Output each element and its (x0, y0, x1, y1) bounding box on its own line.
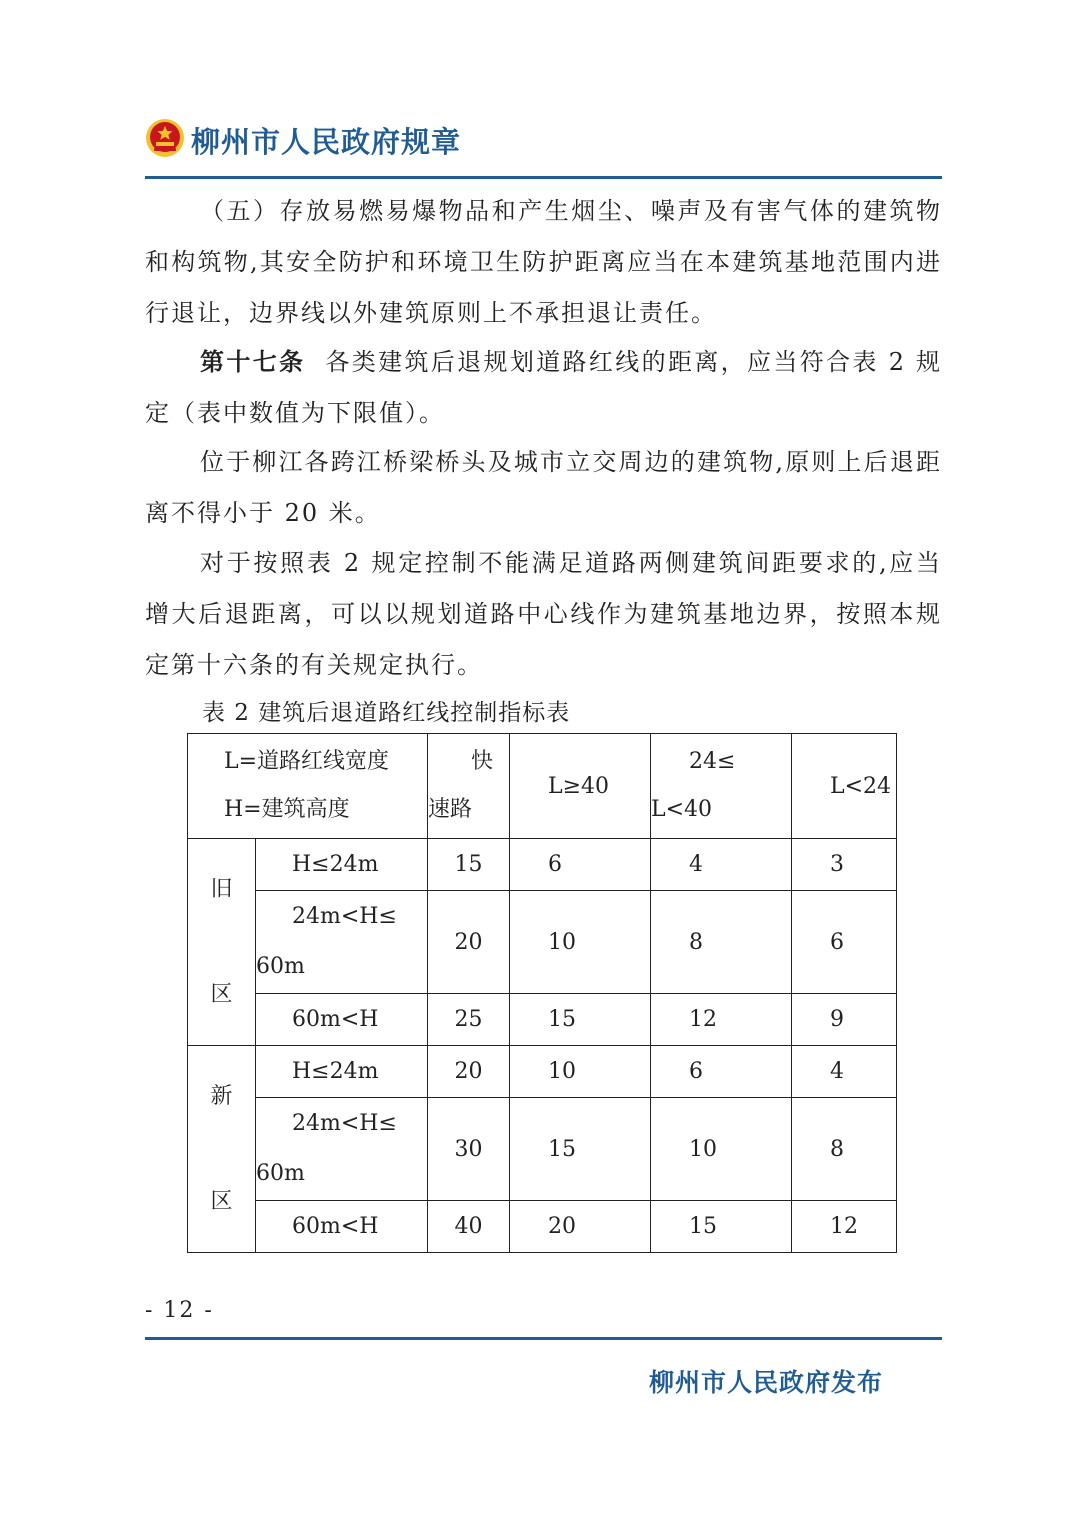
value-ge40: 15 (510, 1098, 651, 1201)
value-mid: 8 (651, 891, 792, 994)
legend-cell (188, 734, 428, 839)
zone-old-char2: 区 (210, 981, 233, 1007)
legend-road-width: L=道路红线宽度 (224, 749, 390, 774)
paragraph-bridge: 位于柳江各跨江桥梁桥头及城市立交周边的建筑物,原则上后退距离不得小于 20 米。 (145, 448, 942, 527)
col-mid-line1: 24≤ (689, 749, 736, 774)
value-express: 25 (428, 994, 510, 1046)
article-17 (145, 337, 942, 439)
height-range-line1: 24m<H≤ (292, 904, 397, 929)
col-express (428, 734, 510, 839)
value-mid: 15 (651, 1201, 792, 1253)
zone-new-char1: 新 (210, 1083, 233, 1109)
value-lt24: 6 (792, 891, 897, 994)
value-express: 40 (428, 1201, 510, 1253)
value-mid: 4 (651, 839, 792, 891)
table-row (188, 1046, 897, 1098)
paragraph-spacing: 对于按照表 2 规定控制不能满足道路两侧建筑间距要求的,应当增大后退距离，可以以规划道路中心线作为建筑基地边界，按照本规定第十六条的有关规定执行。 (145, 549, 942, 679)
header-rule (145, 176, 942, 179)
height-range (256, 891, 428, 994)
col-ge40: L≥40 (510, 734, 651, 839)
value-express: 30 (428, 1098, 510, 1201)
legend-building-height: H=建筑高度 (224, 797, 350, 822)
height-range-line2: 60m (256, 1161, 305, 1186)
article-text: 各类建筑后退规划道路红线的距离，应当符合表 2 规定（表中数值为下限值）。 (145, 348, 943, 427)
height-range: H≤24m (256, 839, 428, 891)
table-row (188, 1201, 897, 1253)
col-mid (651, 734, 792, 839)
page-header (145, 118, 942, 174)
value-lt24: 12 (792, 1201, 897, 1253)
height-range-line2: 60m (256, 954, 305, 979)
height-range (256, 1098, 428, 1201)
table-row (188, 891, 897, 994)
table-row (188, 994, 897, 1046)
zone-old (188, 839, 256, 1046)
zone-new (188, 1046, 256, 1253)
header-title: 柳州市人民政府规章 (191, 125, 462, 159)
zone-new-char2: 区 (210, 1188, 233, 1214)
value-lt24: 4 (792, 1046, 897, 1098)
value-mid: 12 (651, 994, 792, 1046)
value-ge40: 20 (510, 1201, 651, 1253)
value-lt24: 3 (792, 839, 897, 891)
value-lt24: 8 (792, 1098, 897, 1201)
value-ge40: 10 (510, 1046, 651, 1098)
article-label: 第十七条 (200, 348, 306, 376)
value-express: 20 (428, 891, 510, 994)
height-range-line1: 24m<H≤ (292, 1111, 397, 1136)
footer-rule (145, 1337, 942, 1340)
table-row (188, 1098, 897, 1201)
height-range: 60m<H (256, 1201, 428, 1253)
value-express: 15 (428, 839, 510, 891)
paragraph-item-5: （五）存放易燃易爆物品和产生烟尘、噪声及有害气体的建筑物和构筑物,其安全防护和环境卫生防护距离应当在本建筑基地范围内进行退让，边界线以外建筑原则上不承担退让责任。 (145, 197, 942, 327)
value-ge40: 10 (510, 891, 651, 994)
col-express-line1: 快 (470, 749, 493, 774)
table-row (188, 839, 897, 891)
value-lt24: 9 (792, 994, 897, 1046)
value-express: 20 (428, 1046, 510, 1098)
col-mid-line2: L<40 (651, 797, 713, 822)
value-ge40: 6 (510, 839, 651, 891)
page-number: - 12 - (145, 1298, 214, 1323)
value-ge40: 15 (510, 994, 651, 1046)
national-emblem-icon (145, 118, 185, 158)
col-lt24: L<24 (792, 734, 897, 839)
col-express-line2: 速路 (428, 797, 473, 822)
setback-table (187, 733, 897, 1253)
value-mid: 6 (651, 1046, 792, 1098)
height-range: 60m<H (256, 994, 428, 1046)
zone-old-char1: 旧 (210, 876, 233, 902)
footer-publisher: 柳州市人民政府发布 (649, 1368, 884, 1397)
table-header-row (188, 734, 897, 839)
table-caption: 表 2 建筑后退道路红线控制指标表 (202, 700, 571, 726)
height-range: H≤24m (256, 1046, 428, 1098)
value-mid: 10 (651, 1098, 792, 1201)
